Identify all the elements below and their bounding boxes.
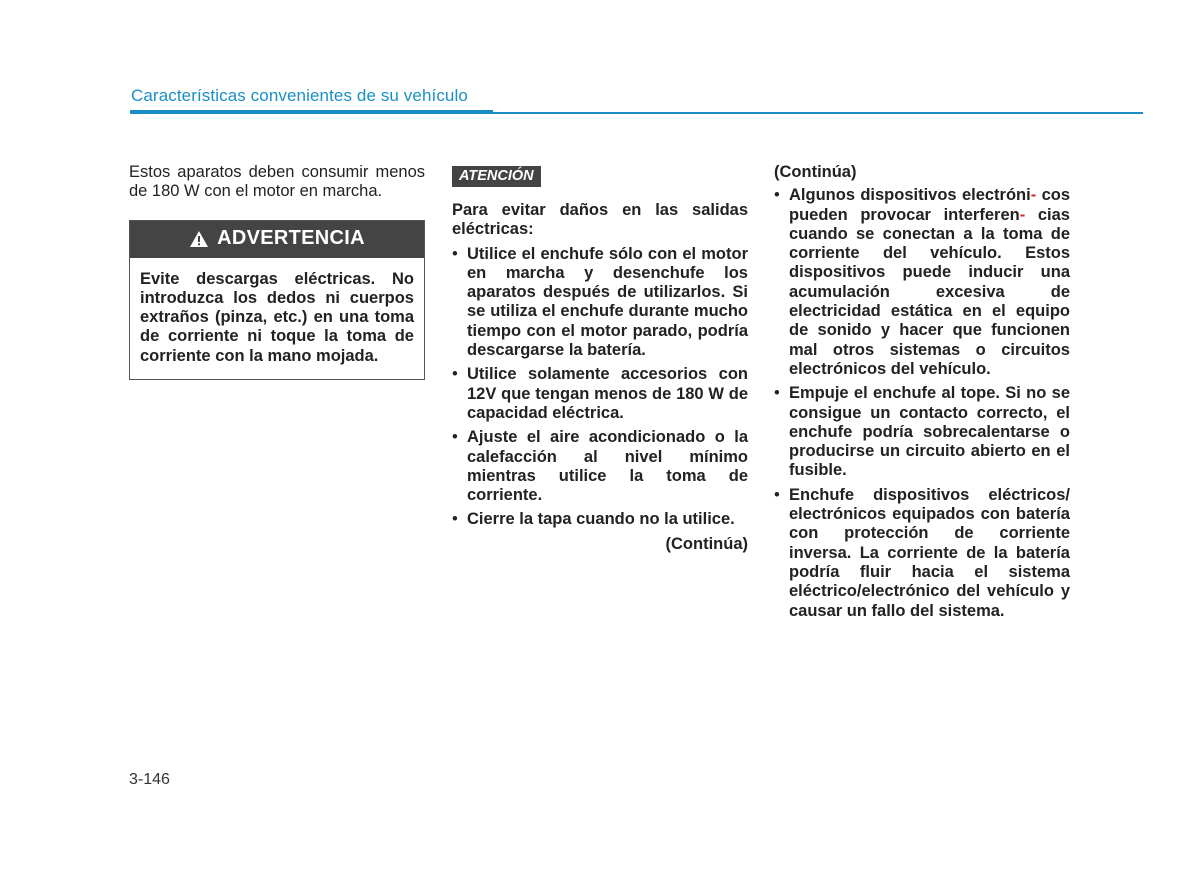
header-rule-thin <box>493 112 1143 114</box>
hyphen-mark: - <box>1019 205 1026 224</box>
continues-label: (Continúa) <box>665 534 748 553</box>
section-title: Características convenientes de su vehículo <box>131 86 468 105</box>
bullet1-part-a: Algunos dispositivos electróni <box>789 186 1031 205</box>
list-item: • Cierre la tapa cuando no la utilice. <box>452 510 748 529</box>
list-item: • Ajuste el aire acondicionado o la calefacción al nivel mínimo mientras utilice la toma de corriente. <box>452 428 748 505</box>
list-item <box>774 186 1070 379</box>
page-number: 3-146 <box>129 771 170 788</box>
column-left <box>129 163 425 380</box>
bullet1-part-c: cias cuando se conectan a la toma de corriente del vehículo. Estos dispositivos puede inducir una acumulación excesiva de electricidad estática en el equipo de sonido y hacer que funcionen mal otros sistemas o circuitos electrónicos del vehículo. <box>789 205 1070 378</box>
column-right <box>774 163 1070 626</box>
warning-header <box>130 221 424 258</box>
bullet1-part-b: cos pueden provocar interferen <box>789 186 1070 224</box>
attention-lead: Para evitar daños en las salidas eléctricas: <box>452 201 748 239</box>
list-item: • Empuje el enchufe al tope. Si no se consigue un contacto correcto, el enchufe podría sobrecalentarse o producirse un circuito abierto en el fusible. <box>774 384 1070 480</box>
intro-paragraph: Estos aparatos deben consumir menos de 180 W con el motor en marcha. <box>129 163 425 201</box>
warning-title: ADVERTENCIA <box>217 227 365 250</box>
continued-list <box>774 186 1070 621</box>
warning-body: Evite descargas eléctricas. No introduzca los dedos ni cuerpos extraños (pinza, etc.) en una toma de corriente ni toque la toma de corriente con la mano mojada. <box>140 269 414 365</box>
hyphen-mark: - <box>1030 186 1037 205</box>
column-middle <box>452 166 748 554</box>
warning-triangle-icon <box>189 230 209 248</box>
attention-list <box>452 245 748 530</box>
warning-box <box>129 220 425 380</box>
attention-tag: ATENCIÓN <box>452 166 541 187</box>
header-rule-thick <box>130 110 493 114</box>
list-item: • Enchufe dispositivos eléctricos/ electrónicos equipados con batería con protección de corriente inversa. La corriente de la batería podría fluir hacia el sistema eléctrico/electrónico del vehículo y causar un fallo del sistema. <box>774 486 1070 621</box>
continued-label: (Continúa) <box>774 163 857 181</box>
list-item: • Utilice el enchufe sólo con el motor en marcha y desenchufe los aparatos después de utilizarlos. Si se utiliza el enchufe durante mucho tiempo con el motor parado, podría descargarse la batería. <box>452 245 748 361</box>
list-item: • Utilice solamente accesorios con 12V que tengan menos de 180 W de capacidad eléctrica. <box>452 365 748 423</box>
header-rule <box>130 110 1143 114</box>
